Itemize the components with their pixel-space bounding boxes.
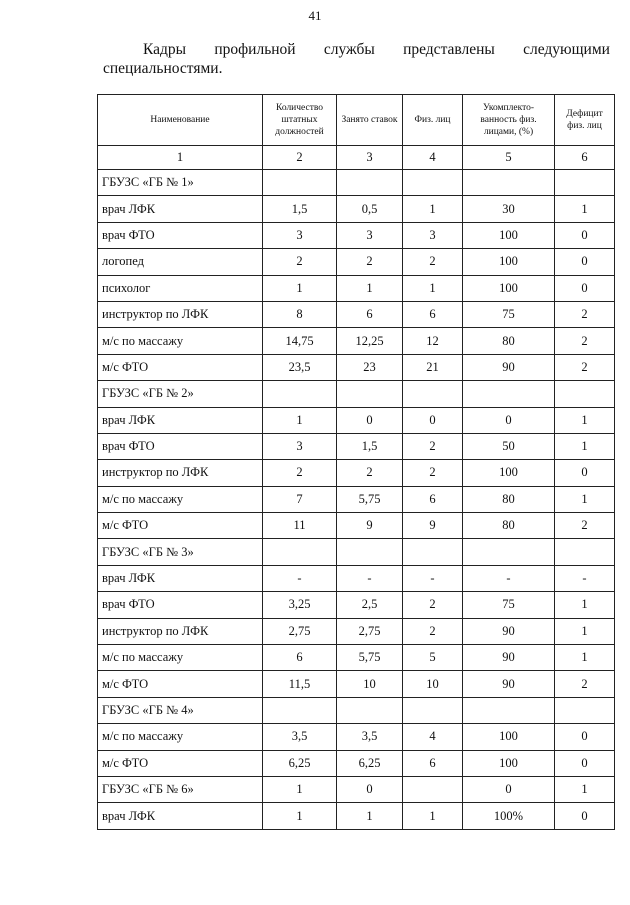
row-value-cell: 1 — [403, 803, 463, 829]
row-value-cell — [403, 697, 463, 723]
row-value-cell — [463, 697, 555, 723]
header-staff-positions: Количество штатных должностей — [263, 95, 337, 146]
row-value-cell: 6 — [263, 645, 337, 671]
column-number: 4 — [403, 146, 463, 170]
row-value-cell: 1 — [555, 407, 615, 433]
row-value-cell: - — [403, 565, 463, 591]
row-name-cell: м/с по массажу — [98, 328, 263, 354]
row-name-cell: м/с ФТО — [98, 671, 263, 697]
row-value-cell: 100 — [463, 724, 555, 750]
row-name-cell: ГБУЗС «ГБ № 6» — [98, 776, 263, 802]
row-value-cell — [403, 539, 463, 565]
table-row — [98, 486, 615, 512]
row-value-cell: 0 — [463, 776, 555, 802]
row-value-cell: 1 — [263, 776, 337, 802]
row-value-cell: 1 — [555, 618, 615, 644]
row-value-cell: 100 — [463, 750, 555, 776]
row-value-cell: 6 — [403, 301, 463, 327]
intro-line-1 — [103, 40, 610, 59]
table-row — [98, 618, 615, 644]
row-value-cell: 12 — [403, 328, 463, 354]
row-value-cell — [403, 776, 463, 802]
row-value-cell — [463, 170, 555, 196]
table-group-row — [98, 697, 615, 723]
row-value-cell: 1 — [555, 645, 615, 671]
row-value-cell: 100 — [463, 460, 555, 486]
table-row — [98, 433, 615, 459]
row-name-cell: врач ЛФК — [98, 407, 263, 433]
row-name-cell: врач ЛФК — [98, 565, 263, 591]
row-value-cell: 90 — [463, 354, 555, 380]
row-value-cell: 2 — [555, 301, 615, 327]
row-value-cell: 1 — [263, 803, 337, 829]
row-value-cell: 11,5 — [263, 671, 337, 697]
row-value-cell: 2 — [555, 671, 615, 697]
row-value-cell: 14,75 — [263, 328, 337, 354]
row-name-cell: ГБУЗС «ГБ № 3» — [98, 539, 263, 565]
row-value-cell: 0 — [555, 222, 615, 248]
row-value-cell: 2 — [337, 249, 403, 275]
row-name-cell: врач ФТО — [98, 592, 263, 618]
row-value-cell: - — [337, 565, 403, 591]
row-value-cell: 9 — [403, 513, 463, 539]
row-name-cell: м/с ФТО — [98, 354, 263, 380]
row-value-cell: 90 — [463, 645, 555, 671]
row-name-cell: ГБУЗС «ГБ № 2» — [98, 381, 263, 407]
table-row — [98, 328, 615, 354]
row-value-cell — [337, 170, 403, 196]
row-name-cell: м/с по массажу — [98, 724, 263, 750]
table-row — [98, 513, 615, 539]
row-value-cell — [263, 381, 337, 407]
table-row — [98, 301, 615, 327]
table-row — [98, 222, 615, 248]
row-value-cell: 3,25 — [263, 592, 337, 618]
table-row — [98, 671, 615, 697]
intro-paragraph — [103, 40, 610, 78]
row-name-cell: инструктор по ЛФК — [98, 460, 263, 486]
row-value-cell: 3 — [403, 222, 463, 248]
row-value-cell: 0 — [337, 407, 403, 433]
row-name-cell: м/с ФТО — [98, 513, 263, 539]
intro-line-2: специальностями. — [103, 60, 223, 77]
table-group-row — [98, 170, 615, 196]
row-value-cell: 1,5 — [337, 433, 403, 459]
row-value-cell: 23 — [337, 354, 403, 380]
row-value-cell: 75 — [463, 592, 555, 618]
row-value-cell: 30 — [463, 196, 555, 222]
row-name-cell: ГБУЗС «ГБ № 1» — [98, 170, 263, 196]
row-value-cell: 3,5 — [263, 724, 337, 750]
header-deficit: Дефицит физ. лиц — [555, 95, 615, 146]
row-value-cell: - — [555, 565, 615, 591]
row-value-cell: 0 — [555, 750, 615, 776]
table-row — [98, 645, 615, 671]
intro-word: представлены — [403, 41, 495, 58]
row-value-cell: 2,75 — [337, 618, 403, 644]
table-row — [98, 354, 615, 380]
page-number: 41 — [308, 8, 322, 23]
column-number: 2 — [263, 146, 337, 170]
row-value-cell: 1 — [263, 407, 337, 433]
table-row — [98, 750, 615, 776]
row-value-cell: 1 — [403, 275, 463, 301]
row-value-cell: 0 — [337, 776, 403, 802]
row-value-cell: 3 — [263, 222, 337, 248]
table-header-row — [98, 95, 615, 146]
row-value-cell: 90 — [463, 618, 555, 644]
row-name-cell: логопед — [98, 249, 263, 275]
row-value-cell: 0 — [555, 275, 615, 301]
header-name: Наименование — [98, 95, 263, 146]
row-value-cell: 11 — [263, 513, 337, 539]
table-group-row — [98, 381, 615, 407]
row-value-cell: 2,5 — [337, 592, 403, 618]
row-value-cell — [403, 381, 463, 407]
row-value-cell — [337, 381, 403, 407]
row-value-cell: 1 — [263, 275, 337, 301]
column-number: 6 — [555, 146, 615, 170]
row-name-cell: врач ФТО — [98, 222, 263, 248]
row-value-cell: 5,75 — [337, 645, 403, 671]
row-value-cell — [463, 381, 555, 407]
header-occupied-rates: Занято ставок — [337, 95, 403, 146]
row-value-cell: 2 — [403, 618, 463, 644]
row-value-cell: 6,25 — [263, 750, 337, 776]
staffing-table — [97, 94, 615, 830]
table-row — [98, 249, 615, 275]
row-value-cell: 2 — [555, 513, 615, 539]
table-group-row — [98, 776, 615, 802]
row-value-cell: 0 — [555, 803, 615, 829]
row-value-cell: 1 — [555, 592, 615, 618]
row-value-cell: 100 — [463, 275, 555, 301]
row-value-cell: 80 — [463, 486, 555, 512]
row-value-cell: 100% — [463, 803, 555, 829]
row-value-cell: 2 — [337, 460, 403, 486]
row-name-cell: ГБУЗС «ГБ № 4» — [98, 697, 263, 723]
row-value-cell: 1 — [337, 275, 403, 301]
row-value-cell — [403, 170, 463, 196]
row-value-cell — [463, 539, 555, 565]
table-group-row — [98, 539, 615, 565]
row-value-cell: 100 — [463, 249, 555, 275]
row-value-cell: 1,5 — [263, 196, 337, 222]
table-row — [98, 592, 615, 618]
row-value-cell: 21 — [403, 354, 463, 380]
row-value-cell — [555, 539, 615, 565]
row-value-cell: 6,25 — [337, 750, 403, 776]
row-name-cell: психолог — [98, 275, 263, 301]
row-value-cell: 1 — [555, 776, 615, 802]
table-row — [98, 407, 615, 433]
row-value-cell: 5,75 — [337, 486, 403, 512]
row-value-cell: 6 — [403, 486, 463, 512]
row-value-cell: 10 — [403, 671, 463, 697]
row-value-cell — [337, 539, 403, 565]
row-name-cell: врач ЛФК — [98, 196, 263, 222]
row-value-cell: - — [263, 565, 337, 591]
row-value-cell: 3 — [337, 222, 403, 248]
table-row — [98, 803, 615, 829]
row-value-cell: 50 — [463, 433, 555, 459]
row-value-cell: 0 — [555, 460, 615, 486]
row-value-cell: 1 — [555, 433, 615, 459]
row-value-cell: 1 — [555, 196, 615, 222]
row-value-cell: 0 — [555, 724, 615, 750]
header-staffing-percent: Укомплекто- ванность физ. лицами, (%) — [463, 95, 555, 146]
row-value-cell: 2 — [403, 460, 463, 486]
row-value-cell: 1 — [337, 803, 403, 829]
row-value-cell: 2 — [555, 328, 615, 354]
row-value-cell: 2 — [263, 460, 337, 486]
row-value-cell: 7 — [263, 486, 337, 512]
row-name-cell: врач ЛФК — [98, 803, 263, 829]
header-persons: Физ. лиц — [403, 95, 463, 146]
row-value-cell: 75 — [463, 301, 555, 327]
column-number-row — [98, 146, 615, 170]
intro-word: Кадры — [143, 41, 187, 58]
row-value-cell: 2 — [263, 249, 337, 275]
column-number: 5 — [463, 146, 555, 170]
intro-word: службы — [323, 41, 375, 58]
row-value-cell: 90 — [463, 671, 555, 697]
row-value-cell: 4 — [403, 724, 463, 750]
intro-word: профильной — [214, 41, 296, 58]
row-value-cell: 23,5 — [263, 354, 337, 380]
row-value-cell: 1 — [555, 486, 615, 512]
row-value-cell — [263, 539, 337, 565]
column-number: 3 — [337, 146, 403, 170]
row-value-cell — [555, 381, 615, 407]
row-value-cell — [337, 697, 403, 723]
row-value-cell: 0 — [403, 407, 463, 433]
row-value-cell: 2 — [555, 354, 615, 380]
row-value-cell: 12,25 — [337, 328, 403, 354]
row-value-cell — [555, 697, 615, 723]
row-value-cell: 5 — [403, 645, 463, 671]
row-value-cell: 3,5 — [337, 724, 403, 750]
row-value-cell: 0,5 — [337, 196, 403, 222]
table-row — [98, 724, 615, 750]
row-value-cell: 6 — [337, 301, 403, 327]
row-value-cell: 100 — [463, 222, 555, 248]
row-value-cell: - — [463, 565, 555, 591]
row-name-cell: м/с ФТО — [98, 750, 263, 776]
column-number: 1 — [98, 146, 263, 170]
row-value-cell — [263, 697, 337, 723]
row-value-cell: 2 — [403, 433, 463, 459]
table-row — [98, 460, 615, 486]
table-row — [98, 565, 615, 591]
row-name-cell: инструктор по ЛФК — [98, 618, 263, 644]
row-value-cell: 8 — [263, 301, 337, 327]
row-value-cell: 2,75 — [263, 618, 337, 644]
row-name-cell: м/с по массажу — [98, 486, 263, 512]
intro-word: следующими — [523, 41, 610, 58]
row-value-cell: 2 — [403, 249, 463, 275]
row-name-cell: м/с по массажу — [98, 645, 263, 671]
row-value-cell — [555, 170, 615, 196]
row-value-cell: 80 — [463, 513, 555, 539]
row-value-cell: 0 — [463, 407, 555, 433]
row-value-cell: 6 — [403, 750, 463, 776]
row-value-cell: 0 — [555, 249, 615, 275]
row-name-cell: врач ФТО — [98, 433, 263, 459]
row-value-cell: 3 — [263, 433, 337, 459]
table-row — [98, 196, 615, 222]
row-value-cell: 80 — [463, 328, 555, 354]
row-value-cell: 1 — [403, 196, 463, 222]
table-row — [98, 275, 615, 301]
row-value-cell — [263, 170, 337, 196]
row-name-cell: инструктор по ЛФК — [98, 301, 263, 327]
row-value-cell: 10 — [337, 671, 403, 697]
row-value-cell: 2 — [403, 592, 463, 618]
row-value-cell: 9 — [337, 513, 403, 539]
